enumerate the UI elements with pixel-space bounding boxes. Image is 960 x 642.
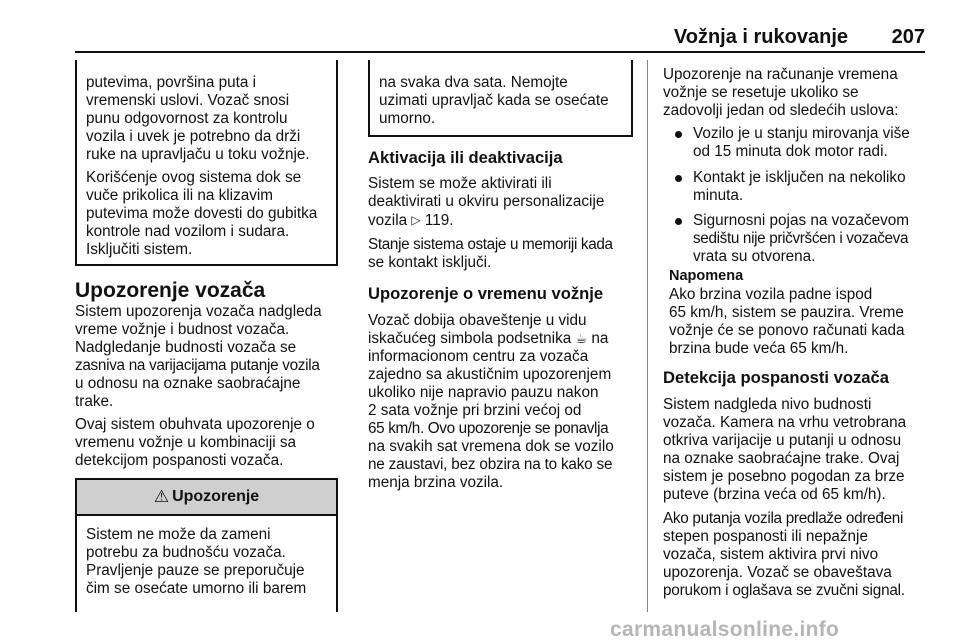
text-line: porukom i oglašava se zvučni signal.	[663, 582, 905, 599]
text-line: Stanje sistema ostaje u memoriji kada	[368, 236, 613, 253]
text-line: na svakih sat vremena dok se vozilo	[368, 438, 614, 455]
bullet-icon	[675, 175, 682, 182]
text-line: od 15 minuta dok motor radi.	[693, 143, 888, 160]
text-line: informacionom centru za vozača	[368, 348, 589, 365]
subheading-driving-time: Upozorenje o vremenu vožnje	[368, 284, 604, 303]
text-line: u odnosu na oznake saobraćajne	[75, 375, 301, 392]
text-line: upozorenja. Vozač se obaveštava	[663, 564, 892, 581]
bullet-icon	[675, 131, 682, 138]
text-line: potrebu za budnošću vozača.	[86, 544, 286, 561]
text-line: deaktivirati u okviru personalizacije	[368, 193, 605, 210]
warning-box-header	[75, 478, 338, 516]
text-line: Vozilo je u stanju mirovanja više	[693, 125, 910, 142]
text-line: otkriva varijacije u putanji u odnosu	[663, 432, 902, 449]
warning-title: Upozorenje	[172, 488, 260, 505]
text-line	[368, 211, 638, 230]
paragraph	[663, 510, 938, 600]
paragraph	[75, 416, 345, 470]
paragraph	[368, 312, 638, 492]
text-line: zasniva na varijacijama putanje vozila	[75, 357, 320, 374]
text-line: ukoliko nije napravio pauzu nakon	[368, 384, 599, 401]
text-line: vožnje će se ponovo računati kada	[669, 322, 905, 339]
text-line: putevima, površina puta i	[86, 74, 257, 91]
text-line: brzina bude veća 65 km/h.	[669, 340, 849, 357]
text-line: punu odgovornost za kontrolu	[86, 110, 288, 127]
text-line: Kontakt je isključen na nekoliko	[693, 169, 906, 186]
text-line: Isključiti sistem.	[86, 241, 193, 258]
paragraph	[368, 236, 638, 272]
text-line: stepen pospanosti ili nepažnje	[663, 528, 868, 545]
text-line: Ako brzina vozila padne ispod	[669, 286, 873, 303]
note-title: Napomena	[669, 268, 744, 284]
text-line: vuče prikolica ili na klizavim	[86, 187, 274, 204]
running-header-title: Vožnja i rukovanje	[673, 26, 848, 48]
text-line: Ovaj sistem obuhvata upozorenje o	[75, 416, 315, 433]
text-line: 65 km/h. Ovo upozorenje se ponavlja	[368, 420, 609, 437]
warning-continuation-text-2	[86, 169, 336, 259]
text-line: 65 km/h, sistem se pauzira. Vreme	[669, 304, 904, 321]
text-line: detekcijom pospanosti vozača.	[75, 452, 284, 469]
text-line: ne zaustavi, bez obzira na to kako se	[368, 456, 613, 473]
warning-continuation-text	[379, 74, 631, 128]
text-line: vozača, sistem aktivira prvi nivo	[663, 546, 879, 563]
text-line: zadovolji jedan od sledećih uslova:	[663, 102, 899, 119]
text-line: Sigurnosni pojas na vozačevom	[693, 212, 909, 229]
watermark: carmanualsonline.info	[610, 618, 840, 641]
text-line: Sistem se može aktivirati ili	[368, 175, 552, 192]
text-line: vremenski uslovi. Vozač snosi	[86, 92, 290, 109]
text-line: čim se osećate umorno ili barem	[86, 580, 307, 597]
text-line: Nadgledanje budnosti vozača se	[75, 339, 297, 356]
text-line	[368, 330, 638, 348]
subheading-drowsiness-detection: Detekcija pospanosti vozača	[663, 368, 889, 387]
text-line: Sistem upozorenja vozača nadgleda	[75, 303, 322, 320]
text-line: Upozorenje na računanje vremena	[663, 66, 898, 83]
page-reference-link[interactable]: 119.	[424, 212, 454, 229]
text-line: putevima može dovesti do gubitka	[86, 205, 318, 222]
text-line: 2 sata vožnje pri brzini većoj od	[368, 402, 582, 419]
text-line: vreme vožnje i budnost vozača.	[75, 321, 290, 338]
text-line: menja brzina vozila.	[368, 474, 504, 491]
text-fragment: na	[591, 330, 609, 347]
text-line: na oznake saobraćajne trake. Ovaj	[663, 450, 900, 467]
text-line: kontrole nad vozilom i sudara.	[86, 223, 290, 240]
text-line: vrata su otvorena.	[693, 248, 816, 265]
warning-text	[86, 526, 336, 598]
text-line: vožnje se resetuje ukoliko se	[663, 84, 859, 101]
list-item	[675, 125, 935, 161]
text-line: Sistem ne može da zameni	[86, 526, 271, 543]
warning-triangle-icon: ⚠	[153, 487, 170, 506]
paragraph	[663, 396, 935, 504]
page-number: 207	[891, 26, 925, 48]
text-line: puteve (brzina veća od 65 km/h).	[663, 486, 886, 503]
text-line: zajedno sa akustičnim upozorenjem	[368, 366, 612, 383]
text-line: umorno.	[379, 110, 436, 127]
section-heading-driver-alert: Upozorenje vozača	[75, 279, 266, 302]
bullet-icon	[675, 218, 682, 225]
text-line: se kontakt isključi.	[368, 254, 492, 271]
column-divider	[647, 60, 648, 612]
text-line: vozača. Kamera na vrhu vetrobrana	[663, 414, 907, 431]
text-line: sistem je posebno pogodan za brze	[663, 468, 905, 485]
text-fragment: iskačućeg simbola podsetnika	[368, 330, 572, 347]
header-rule	[75, 51, 925, 53]
text-line: vozila i uvek je potrebno da drži	[86, 128, 301, 145]
text-line: sedištu nije pričvršćen i vozačeva	[693, 230, 909, 247]
paragraph	[75, 303, 345, 411]
text-line: Korišćenje ovog sistema dok se	[86, 169, 302, 186]
text-fragment: vozila	[368, 212, 408, 229]
subheading-activation: Aktivacija ili deaktivacija	[368, 148, 563, 167]
text-line: vremenu vožnje u kombinaciji sa	[75, 434, 297, 451]
text-line: ruke na upravljaču u toku vožnje.	[86, 146, 310, 163]
coffee-cup-icon: ☕	[575, 331, 588, 346]
paragraph	[368, 175, 638, 230]
list-item	[675, 169, 935, 205]
note-text	[669, 286, 934, 358]
text-line: Pravljenje pauze se preporučuje	[86, 562, 305, 579]
text-line: Vozač dobija obaveštenje u vidu	[368, 312, 587, 329]
text-line: uzimati upravljač kada se osećate	[379, 92, 609, 109]
paragraph	[663, 66, 933, 120]
text-line: Ako putanja vozila predlaže određeni	[663, 510, 904, 527]
text-line: minuta.	[693, 187, 744, 204]
text-line: trake.	[75, 393, 114, 410]
list-item	[675, 212, 937, 266]
warning-continuation-text	[86, 74, 336, 164]
page-reference-arrow-icon: ▷	[411, 213, 421, 227]
text-line: na svaka dva sata. Nemojte	[379, 74, 568, 91]
text-line: Sistem nadgleda nivo budnosti	[663, 396, 872, 413]
